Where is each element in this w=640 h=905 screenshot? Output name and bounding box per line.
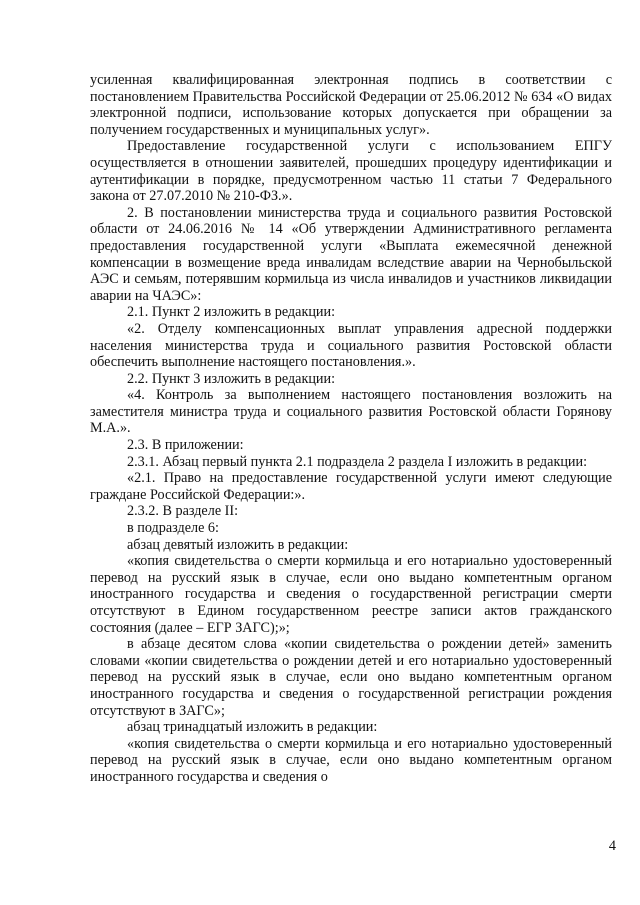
paragraph: «2. Отделу компенсационных выплат управления адресной поддержки населения министерства труда и социального развития Ростовской области обеспечить выполнение настоящего постановления.».	[90, 320, 612, 371]
paragraph: усиленная квалифицированная электронная подпись в соответствии с постановлением Правительства Российской Федерации от 25.06.2012 № 634 «О видах электронной подписи, использование которых допускается при обращении за получением государственных и муниципальных услуг».	[90, 72, 612, 138]
paragraph: 2.3.1. Абзац первый пункта 2.1 подраздела 2 раздела I изложить в редакции:	[127, 453, 588, 470]
paragraph: в подразделе 6:	[127, 520, 219, 537]
paragraph: «копия свидетельства о смерти кормильца и его нотариально удостоверенный перевод на русский язык в случае, если оно выдано компетентным органом иностранного государства и сведения о	[90, 735, 612, 785]
paragraph: абзац девятый изложить в редакции:	[127, 536, 349, 553]
page-number: 4	[608, 838, 616, 854]
paragraph: «2.1. Право на предоставление государственной услуги имеют следующие граждане Российской Федерации:».	[90, 470, 612, 503]
paragraph: «копия свидетельства о смерти кормильца и его нотариально удостоверенный перевод на русский язык в случае, если оно выдано компетентным органом иностранного государства и сведения о государственной регистрации смерти отсутствуют в Едином государственном реестре записи актов гражданского состояния (далее – ЕГР ЗАГС);»;	[90, 553, 612, 636]
paragraph: абзац тринадцатый изложить в редакции:	[127, 719, 378, 736]
paragraph: 2. В постановлении министерства труда и социального развития Ростовской области от 24.06.2016 № 14 «Об утверждении Административного регламента предоставления государственной услуги «Выплата ежемесячной денежной компенсации в возмещение вреда инвалидам вследствие аварии на Чернобыльской АЭС и семьям, потерявшим кормильца из числа инвалидов и участников ликвидации аварии на ЧАЭС»:	[90, 204, 612, 304]
paragraph: 2.2. Пункт 3 изложить в редакции:	[127, 370, 336, 387]
paragraph: в абзаце десятом слова «копии свидетельства о рождении детей» заменить словами «копии свидетельства о рождении детей и его нотариально удостоверенный перевод на русский язык в случае, если оно выдано компетентным органом иностранного государства и сведения о государственной регистрации рождения отсутствуют в ЗАГС»;	[90, 636, 612, 719]
paragraph: 2.3.2. В разделе II:	[127, 503, 239, 520]
paragraph: 2.1. Пункт 2 изложить в редакции:	[127, 304, 336, 321]
paragraph: 2.3. В приложении:	[127, 437, 244, 454]
document-body	[90, 72, 612, 786]
paragraph: «4. Контроль за выполнением настоящего постановления возложить на заместителя министра труда и социального развития Ростовской области Горянову М.А.».	[90, 387, 612, 437]
paragraph: Предоставление государственной услуги с использованием ЕПГУ осуществляется в отношении заявителей, прошедших процедуру идентификации и аутентификации в порядке, предусмотренном частью 11 статьи 7 Федерального закона от 27.07.2010 № 210-ФЗ.».	[90, 138, 612, 205]
